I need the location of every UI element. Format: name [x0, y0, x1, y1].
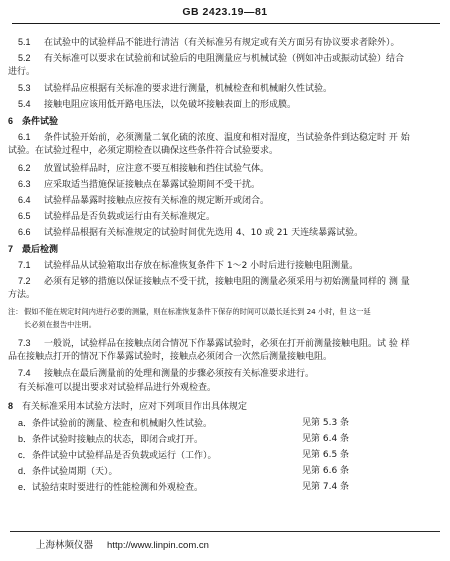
clause-6-1 [18, 131, 410, 144]
clause-number: 5.2 [18, 53, 31, 63]
clause-7-3 [18, 337, 410, 350]
list-text: 试验结束时要进行的性能检测和外观检查。 [32, 483, 204, 493]
section-7-heading [8, 243, 58, 256]
clause-number: 7.4 [18, 368, 31, 378]
clause-7-4 [18, 367, 314, 380]
list-item-b [18, 433, 203, 446]
clause-7-3-continued [8, 351, 332, 363]
clause-6-6 [18, 226, 363, 239]
clause-text: 试验样品是否负载或运行由有关标准规定。 [44, 212, 216, 222]
clause-text: 试验样品从试验箱取出存放在标准恢复条件下 1～2 小时后进行接触电阻测量。 [44, 261, 359, 271]
clause-number: 6.4 [18, 195, 31, 205]
list-ref-e: 见第 7.4 条 [302, 482, 350, 492]
clause-6-2 [18, 162, 269, 175]
clause-5-3 [18, 82, 332, 95]
list-marker: e． [18, 482, 33, 492]
clause-number: 6.6 [18, 227, 31, 237]
list-marker: d． [18, 466, 33, 476]
company-name: 上海林频仪器 [36, 540, 94, 551]
clause-7-2-continued [8, 289, 35, 301]
list-item-a [18, 417, 212, 430]
clause-text: 品在接触点打开的情况下作暴露试验时，接触点必须闭合一次然后测量接触电阻。 [8, 352, 333, 362]
clause-number: 6.2 [18, 163, 31, 173]
list-marker: b． [18, 434, 33, 444]
clause-text: 一般说，试验样品在接触点闭合情况下作暴露试验时，必须在打开前测量接触电阻。试 验 样 [44, 339, 410, 349]
clause-text: 在试验中的试验样品不能进行清洁（有关标准另有规定或有关方面另有协议要求者除外）。 [44, 38, 400, 48]
clause-7-1 [18, 259, 358, 272]
clause-number: 7.1 [18, 260, 31, 270]
list-text: 条件试验周期（天）。 [32, 467, 118, 477]
list-item-d [18, 465, 118, 478]
note-continued [24, 319, 96, 331]
clause-6-5 [18, 210, 215, 223]
note-text: 长必须在报告中注明。 [24, 320, 96, 329]
clause-text: 放置试验样品时，应注意不要互相接触和挡住试验气体。 [44, 164, 270, 174]
note [8, 306, 371, 318]
clause-text: 试验样品暴露时接触点应按有关标准的规定断开或闭合。 [44, 196, 270, 206]
section-number: 8 [8, 401, 14, 411]
clause-5-2-continued [8, 66, 35, 78]
clause-text: 应采取适当措施保证接触点在暴露试验期间不受干扰。 [44, 180, 261, 190]
clause-text: 有关标准可以提出要求对试验样品进行外观检查。 [18, 383, 217, 393]
footer [36, 537, 209, 551]
list-item-c [18, 449, 217, 462]
clause-7-2 [18, 275, 410, 288]
section-6-heading [8, 115, 58, 128]
standard-number: GB 2423.19—81 [182, 6, 268, 18]
section-number: 7 [8, 244, 14, 254]
website-link[interactable]: http://www.linpin.com.cn [107, 540, 209, 551]
clause-5-2 [18, 52, 404, 65]
clause-text: 有关标准可以要求在试验前和试验后的电阻测量应与机械试验（例如冲击或振动试验）结合 [44, 54, 405, 64]
list-text: 条件试验时接触点的状态，即闭合或打开。 [32, 435, 204, 445]
clause-number: 5.1 [18, 37, 31, 47]
section-number: 6 [8, 116, 14, 126]
note-label: 注： [8, 307, 23, 316]
clause-5-1 [18, 36, 400, 49]
clause-6-1-continued [8, 145, 278, 157]
clause-number: 5.3 [18, 83, 31, 93]
clause-number: 7.2 [18, 276, 31, 286]
section-title: 有关标准采用本试验方法时，应对下列项目作出具体规定 [22, 402, 248, 412]
list-text: 条件试验前的测量、检查和机械耐久性试验。 [32, 419, 213, 429]
section-8-heading [8, 400, 247, 413]
clause-number: 6.5 [18, 211, 31, 221]
clause-text: 条件试验开始前，必须测量二氧化硫的浓度、温度和相对湿度，当试验条件到达稳定时 开 始 [44, 133, 410, 143]
list-ref-d: 见第 6.6 条 [302, 466, 350, 476]
list-marker: a． [18, 418, 33, 428]
list-ref-b: 见第 6.4 条 [302, 434, 350, 444]
document-body [0, 36, 450, 526]
clause-7-4-continued [18, 382, 216, 394]
clause-text: 试验样品应根据有关标准的要求进行测量，机械检查和机械耐久性试验。 [44, 84, 333, 94]
list-marker: c． [18, 450, 32, 460]
clause-text: 接触电阻应该用低开路电压法，以免破坏接触表面上的形成膜。 [44, 100, 297, 110]
footer-rule [10, 531, 440, 532]
clause-5-4 [18, 98, 296, 111]
clause-text: 试验。在试验过程中，必须定期检查以确保这些条件符合试验要求。 [8, 146, 279, 156]
clause-number: 6.1 [18, 132, 31, 142]
clause-text: 接触点在最后测量前的处理和测量的步骤必须按有关标准要求进行。 [44, 369, 315, 379]
clause-text: 必须有足够的措施以保证接触点不受干扰，接触电阻的测量必须采用与初始测量同样的 测 量 [44, 277, 410, 287]
note-text: 假如不能在规定时间内进行必要的测量，则在标准恢复条件下保存的时间可以最长延长到 24 小时，但 这一延 [24, 307, 371, 316]
clause-number: 7.3 [18, 338, 31, 348]
clause-6-4 [18, 194, 269, 207]
section-title: 最后检测 [22, 245, 59, 255]
clause-number: 5.4 [18, 99, 31, 109]
list-ref-c: 见第 6.5 条 [302, 450, 350, 460]
list-text: 条件试验中试验样品是否负载或运行（工作）。 [32, 451, 217, 461]
header-rule [12, 23, 440, 24]
list-item-e [18, 481, 203, 494]
clause-text: 试验样品根据有关标准规定的试验时间优先选用 4、10 或 21 天连续暴露试验。 [44, 228, 364, 238]
clause-number: 6.3 [18, 179, 31, 189]
clause-6-3 [18, 178, 260, 191]
clause-text: 方法。 [8, 290, 36, 300]
section-title: 条件试验 [22, 117, 59, 127]
list-ref-a: 见第 5.3 条 [302, 418, 350, 428]
clause-text: 进行。 [8, 67, 36, 77]
